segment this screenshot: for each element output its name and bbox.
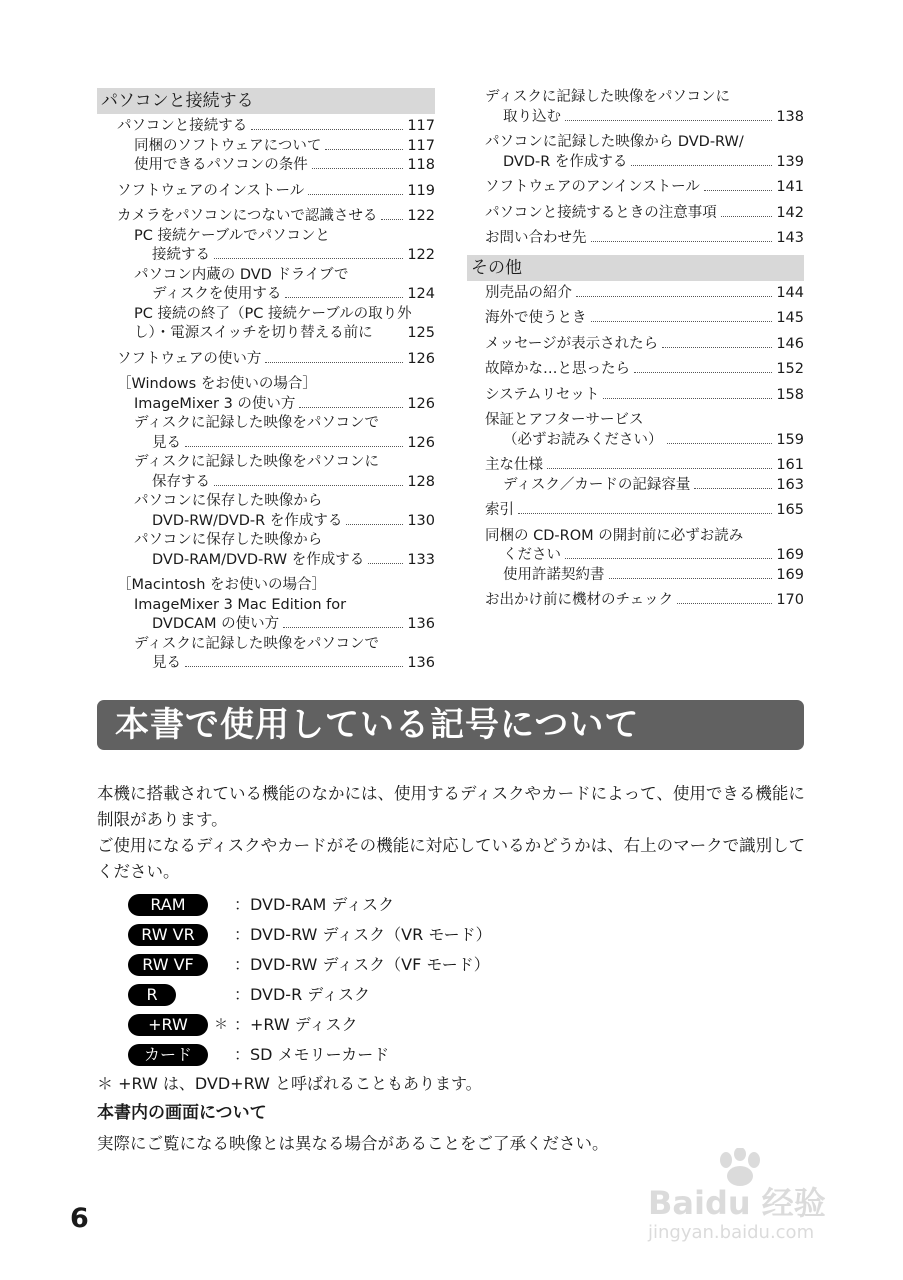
toc-entry[interactable]: メッセージが表示されたら 146 (485, 335, 804, 352)
mark-badge: カード (128, 1044, 208, 1066)
toc-group-label: ［Macintosh をお使いの場合］ (117, 577, 326, 593)
toc-windows-group: ［Windows をお使いの場合］ ImageMixer 3 の使い方 126 ディスクに記録した映像をパソコンで 見る 126 ディスクに記録した映像をパソコンに 保存する 128 パソコンに保存した映像から DVD-RW/DVD-R を作成する 130 パソコンに保存した映像から DVD-RAM/DVD-RW を作成する 133 (97, 375, 435, 570)
intro-paragraph: ご使用になるディスクやカードがその機能に対応しているかどうかは、右上のマークで識別してください。 (97, 836, 806, 881)
toc-entry[interactable]: ソフトウェアのアンインストール 141 (485, 179, 804, 195)
toc-entry[interactable]: 保証とアフターサービス （必ずお読みください） 159 (485, 412, 804, 448)
toc-entry[interactable]: ソフトウェアのインストール 119 (117, 182, 435, 199)
watermark-brand: Baidu 经验 (648, 1184, 826, 1222)
toc-entry[interactable]: お出かけ前に機材のチェック 170 (485, 592, 804, 608)
toc-sub-entry[interactable]: ImageMixer 3 の使い方 (134, 395, 296, 412)
toc-entry[interactable]: カメラをパソコンにつないで認識させる 122 PC 接続ケーブルでパソコンと 接続する 122 パソコン内蔵の DVD ドライブで ディスクを使用する 124 PC 接続の終了（PC 接続ケーブルの取り外 し）・電源スイッチを切り替える前に 125 (117, 208, 435, 341)
section-banner (97, 700, 804, 750)
asterisk-mark: ＊ (214, 1017, 228, 1033)
screen-section-body: 実際にご覧になる映像とは異なる場合があることをご了承ください。 (97, 1134, 609, 1153)
toc-entry[interactable]: パソコンに記録した映像から DVD-RW/ DVD-R を作成する 139 (485, 134, 804, 170)
intro-text (97, 781, 807, 885)
intro-paragraph: 本機に搭載されている機能のなかには、使用するディスクやカードによって、使用できる機能に制限があります。 (97, 784, 805, 829)
toc-entry[interactable]: ソフトウェアの使い方 126 (117, 350, 435, 367)
toc-section-heading: その他 (467, 255, 804, 281)
watermark-url: jingyan.baidu.com (648, 1222, 815, 1243)
toc-group-label: ［Windows をお使いの場合］ (117, 376, 317, 392)
mark-description: ：SD メモリーカード (234, 1045, 390, 1064)
mark-description: ：DVD-RW ディスク（VR モード） (234, 925, 492, 944)
mark-badge: R (128, 984, 176, 1006)
banner-title: 本書で使用している記号について (115, 705, 640, 745)
toc-entry[interactable]: パソコンと接続する 117 同梱のソフトウェアについて 117 使用できるパソコンの条件 118 (97, 117, 435, 176)
toc-entry[interactable]: システムリセット 158 (485, 386, 804, 403)
toc-left-column (97, 88, 435, 680)
mark-badge: RW VF (128, 954, 208, 976)
page-number: 6 (70, 1203, 89, 1234)
toc-sub-entry[interactable]: 使用許諾契約書 (503, 566, 605, 583)
toc-entry[interactable]: 故障かな…と思ったら 152 (485, 361, 804, 377)
mark-description: ：DVD-R ディスク (234, 985, 371, 1004)
mark-description: ：DVD-RW ディスク（VF モード） (234, 955, 490, 974)
screen-section-heading: 本書内の画面について (97, 1103, 267, 1123)
toc-section-heading: パソコンと接続する (97, 88, 435, 114)
toc-sub-entry[interactable]: 同梱のソフトウェアについて (134, 137, 322, 154)
baidu-watermark (648, 1148, 858, 1248)
mark-badge: RAM (128, 894, 208, 916)
mark-description: ：DVD-RAM ディスク (234, 895, 395, 914)
toc-entry[interactable]: 同梱の CD-ROM の開封前に必ずお読み ください 169 使用許諾契約書 169 (467, 527, 804, 586)
toc-entry[interactable]: 主な仕様 161 ディスク／カードの記録容量 163 (467, 456, 804, 495)
toc-entry[interactable]: 別売品の紹介 144 (485, 284, 804, 301)
toc-sub-entry[interactable]: 使用できるパソコンの条件 (134, 157, 308, 173)
toc-entry[interactable]: パソコンと接続するときの注意事項 142 (485, 204, 804, 221)
mark-badge: RW VR (128, 924, 208, 946)
toc-right-column (467, 88, 804, 617)
toc-entry[interactable]: ディスクに記録した映像をパソコンに 取り込む 138 (485, 89, 804, 125)
mark-description: ：+RW ディスク (234, 1015, 358, 1034)
toc-mac-group: ［Macintosh をお使いの場合］ ImageMixer 3 Mac Edition for DVDCAM の使い方 136 ディスクに記録した映像をパソコンで 見る 136 (97, 576, 435, 674)
toc-sub-entry[interactable]: ディスク／カードの記録容量 (503, 476, 691, 493)
mark-badge: +RW (128, 1014, 208, 1036)
footnote: ＊ +RW は、DVD+RW と呼ばれることもあります。 (97, 1074, 482, 1093)
toc-entry[interactable]: 海外で使うとき 145 (485, 310, 804, 326)
toc-entry[interactable]: お問い合わせ先 143 (485, 230, 804, 246)
toc-entry[interactable]: 索引 165 (485, 502, 804, 518)
